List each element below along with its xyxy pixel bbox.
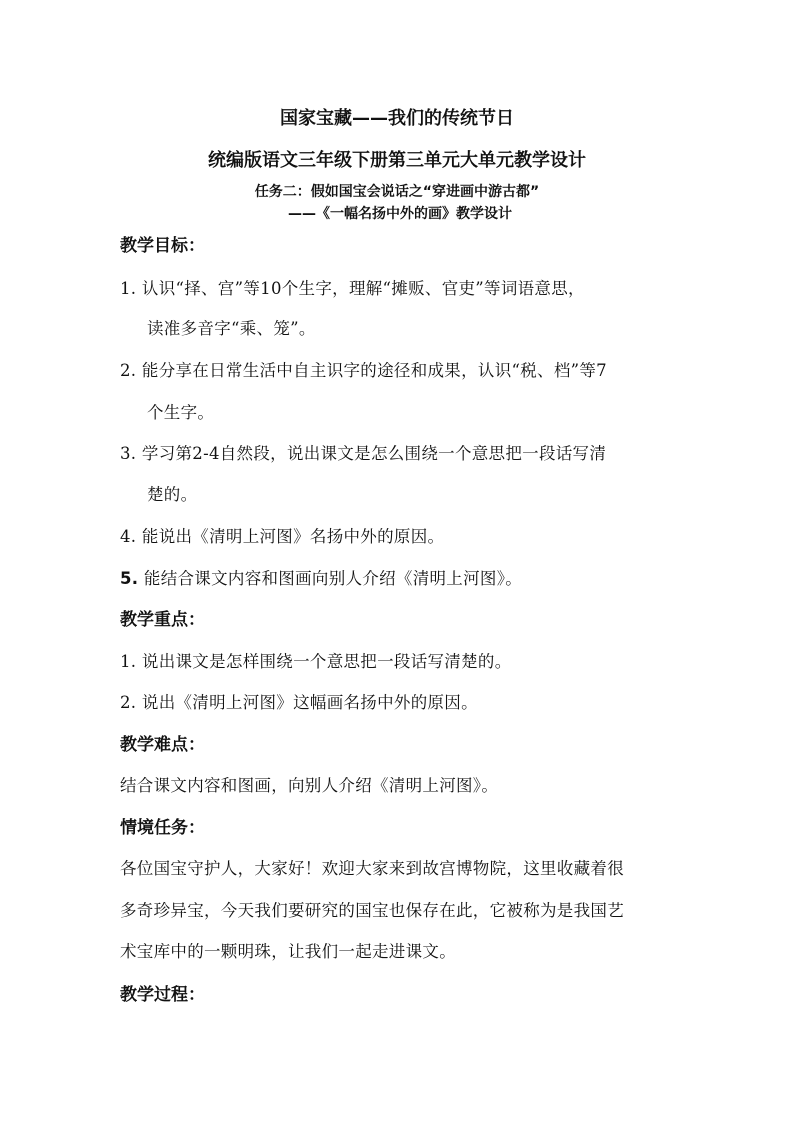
key-point-text: 说出课文是怎样围绕一个意思把一段话写清楚的。 [141, 652, 512, 671]
goal-item-2-continued: 个生字。 [147, 403, 215, 422]
goal-item-3-continued: 楚的。 [147, 485, 198, 504]
goal-item-2 [120, 357, 690, 381]
key-point-item-1 [120, 648, 690, 672]
goal-text: 能说出《清明上河图》名扬中外的原因。 [141, 527, 445, 546]
goal-text: 能结合课文内容和图画向别人介绍《清明上河图》。 [143, 569, 523, 588]
goal-item-1 [120, 275, 690, 299]
goal-number: 1. [120, 279, 137, 298]
task-title-line-2: ——《一幅名扬中外的画》教学设计 [288, 206, 512, 222]
key-point-text: 说出《清明上河图》这幅画名扬中外的原因。 [141, 693, 478, 712]
scenario-line-2: 多奇珍异宝，今天我们要研究的国宝也保存在此，它被称为是我国艺 [120, 901, 624, 920]
subtitle: 统编版语文三年级下册第三单元大单元教学设计 [208, 150, 586, 171]
process-heading: 教学过程： [120, 985, 205, 1005]
goal-item-4 [120, 523, 690, 547]
key-point-item-2 [120, 689, 690, 713]
scenario-line-1: 各位国宝守护人，大家好！欢迎大家来到故宫博物院，这里收藏着很 [120, 859, 624, 878]
scenario-heading: 情境任务： [120, 818, 205, 838]
key-point-number: 2. [120, 693, 137, 712]
main-title: 国家宝藏——我们的传统节日 [280, 108, 514, 129]
goal-number: 2. [120, 361, 137, 380]
goal-number: 4. [120, 527, 137, 546]
goal-text: 能分享在日常生活中自主识字的途径和成果，认识“税、档”等7 [141, 361, 607, 380]
goal-text: 学习第2-4自然段，说出课文是怎么围绕一个意思把一段话写清 [141, 444, 607, 463]
task-title-line-1: 任务二：假如国宝会说话之“穿进画中游古都” [254, 184, 540, 200]
scenario-line-3: 术宝库中的一颗明珠，让我们一起走进课文。 [120, 942, 456, 961]
goal-item-3 [120, 440, 690, 464]
key-points-heading: 教学重点： [120, 610, 205, 630]
goal-number: 3. [120, 444, 137, 463]
goal-item-1-continued: 读准多音字“乘、笼”。 [147, 319, 316, 338]
difficulties-text: 结合课文内容和图画，向别人介绍《清明上河图》。 [120, 776, 499, 795]
goal-text: 认识“择、宫”等10个生字，理解“摊贩、官吏”等词语意思， [141, 279, 585, 298]
goal-number: 5. [120, 569, 139, 588]
difficulties-heading: 教学难点： [120, 735, 205, 755]
goals-heading: 教学目标： [120, 236, 205, 256]
key-point-number: 1. [120, 652, 137, 671]
goal-item-5 [120, 565, 690, 589]
